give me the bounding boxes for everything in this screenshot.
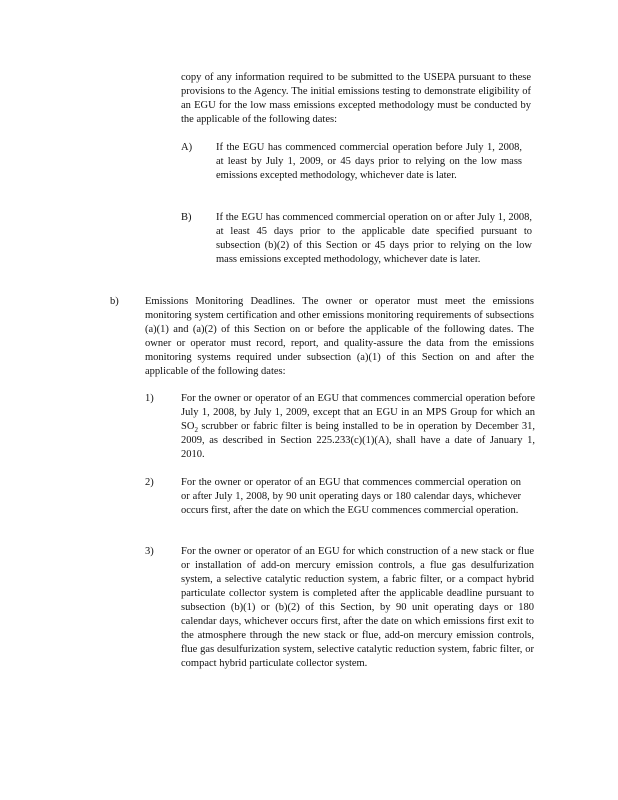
item-a-text: If the EGU has commenced commercial operation before July 1, 2008, at least by July 1, 2009, or 45 days prior to relying on the low mass emissions excepted methodology, whichever date is later. xyxy=(216,142,522,181)
item-1-text-before: For the owner or operator of an EGU that commences commercial operation before July 1, 2008, by July 1, 2009, except that an EGU in an MPS Group for which an SO xyxy=(181,393,535,432)
section-b-label: b) xyxy=(110,296,119,307)
section-b-text: Emissions Monitoring Deadlines. The owner or operator must meet the emissions monitoring system certification and other emissions monitoring requirements of subsections (a)(1) and (a)(2) of this Section on or before the applicable of the following dates. The owner or operator must record, report, and quality-assure the data from the emissions monitoring systems required under subsection (a)(1) of this Section on and after the applicable of the following dates: xyxy=(145,296,534,377)
intro-paragraph: copy of any information required to be submitted to the USEPA pursuant to these provisions to the Agency. The initial emissions testing to demonstrate eligibility of an EGU for the low mass emissions excepted methodology must be conducted by the applicable of the following dates: xyxy=(181,72,531,125)
item-b-text: If the EGU has commenced commercial operation on or after July 1, 2008, at least 45 days prior to the applicable date specified pursuant to subsection (b)(2) of this Section or 45 days prior to relying on the low mass emissions excepted methodology, whichever date is later. xyxy=(216,212,532,265)
item-2-label: 2) xyxy=(145,477,154,488)
item-1-text-after: scrubber or fabric filter is being installed to be in operation by December 31, 2009, as described in Section 225.233(c)(1)(A), shall have a date of January 1, 2010. xyxy=(181,421,535,460)
item-3-text: For the owner or operator of an EGU for which construction of a new stack or flue or installation of add-on mercury emission controls, a flue gas desulfurization system, a selective catalytic reduction system, a fabric filter, or a compact hybrid particulate collector system is completed after the applicable deadline pursuant to subsection (b)(1) or (b)(2) of this Section, by 90 unit operating days or 180 calendar days, whichever occurs first, after the date on which emissions first exit to the atmosphere through the new stack or flue, add-on mercury emission controls, flue gas desulfurization system, selective catalytic reduction system, fabric filter, or compact hybrid particulate collector system. xyxy=(181,546,534,669)
item-2-text: For the owner or operator of an EGU that commences commercial operation on or after July 1, 2008, by 90 unit operating days or 180 calendar days, whichever occurs first, after the date on which the EGU commences commercial operation. xyxy=(181,477,521,516)
item-b-label: B) xyxy=(181,212,192,223)
item-3-label: 3) xyxy=(145,546,154,557)
item-1-text xyxy=(181,392,535,462)
item-1-label: 1) xyxy=(145,393,154,404)
item-1-subscript: 2 xyxy=(194,426,198,435)
item-a-label: A) xyxy=(181,142,193,153)
